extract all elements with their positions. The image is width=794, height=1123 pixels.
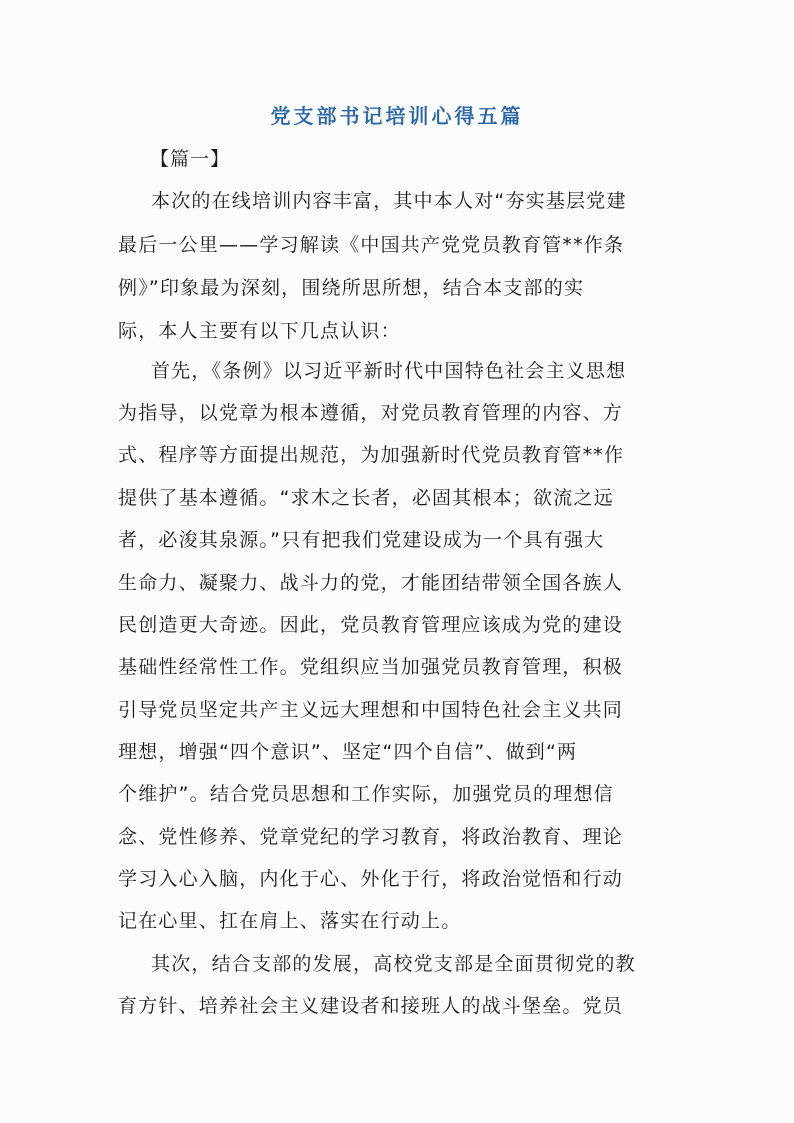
text-line: 其次，结合支部的发展，高校党支部是全面贯彻党的教 bbox=[151, 953, 636, 975]
text-line: 为指导，以党章为根本遵循，对党员教育管理的内容、方 bbox=[118, 402, 624, 424]
text-line: 首先，《条例》以习近平新时代中国特色社会主义思想 bbox=[151, 360, 627, 382]
text-line: 引导党员坚定共产主义远大理想和中国特色社会主义共同 bbox=[118, 699, 624, 721]
text-line: 最后一公里——学习解读《中国共产党党员教育管**作条 bbox=[118, 234, 625, 256]
text-line: 生命力、凝聚力、战斗力的党，才能团结带领全国各族人 bbox=[118, 572, 624, 594]
text-line: 个维护”。结合党员思想和工作实际，加强党员的理想信 bbox=[118, 783, 614, 805]
text-line: 学习入心入脑，内化于心、外化于行，将政治觉悟和行动 bbox=[118, 868, 624, 890]
text-line: 际，本人主要有以下几点认识： bbox=[118, 320, 401, 342]
text-line: 念、党性修养、党章党纪的学习教育，将政治教育、理论 bbox=[118, 826, 624, 848]
section-label: 【篇一】 bbox=[150, 148, 231, 170]
text-line: 者，必浚其泉源。”只有把我们党建设成为一个具有强大 bbox=[118, 529, 605, 551]
text-line: 式、程序等方面提出规范，为加强新时代党员教育管**作 bbox=[118, 444, 625, 466]
text-line: 例》”印象最为深刻，围绕所思所想，结合本支部的实 bbox=[118, 277, 585, 299]
text-line: 基础性经常性工作。党组织应当加强党员教育管理，积极 bbox=[118, 656, 624, 678]
text-line: 提供了基本遵循。“求木之长者，必固其根本；欲流之远 bbox=[118, 487, 614, 509]
text-line: 记在心里、扛在肩上、落实在行动上。 bbox=[118, 910, 462, 932]
text-line: 育方针、培养社会主义建设者和接班人的战斗堡垒。党员 bbox=[118, 995, 624, 1017]
text-line: 民创造更大奇迹。因此，党员教育管理应该成为党的建设 bbox=[118, 614, 624, 636]
text-line: 本次的在线培训内容丰富，其中本人对“夯实基层党建 bbox=[151, 190, 627, 212]
text-line: 理想，增强“四个意识”、坚定“四个自信”、做到“两 bbox=[118, 741, 578, 763]
document-title: 党支部书记培训心得五篇 bbox=[270, 104, 524, 128]
